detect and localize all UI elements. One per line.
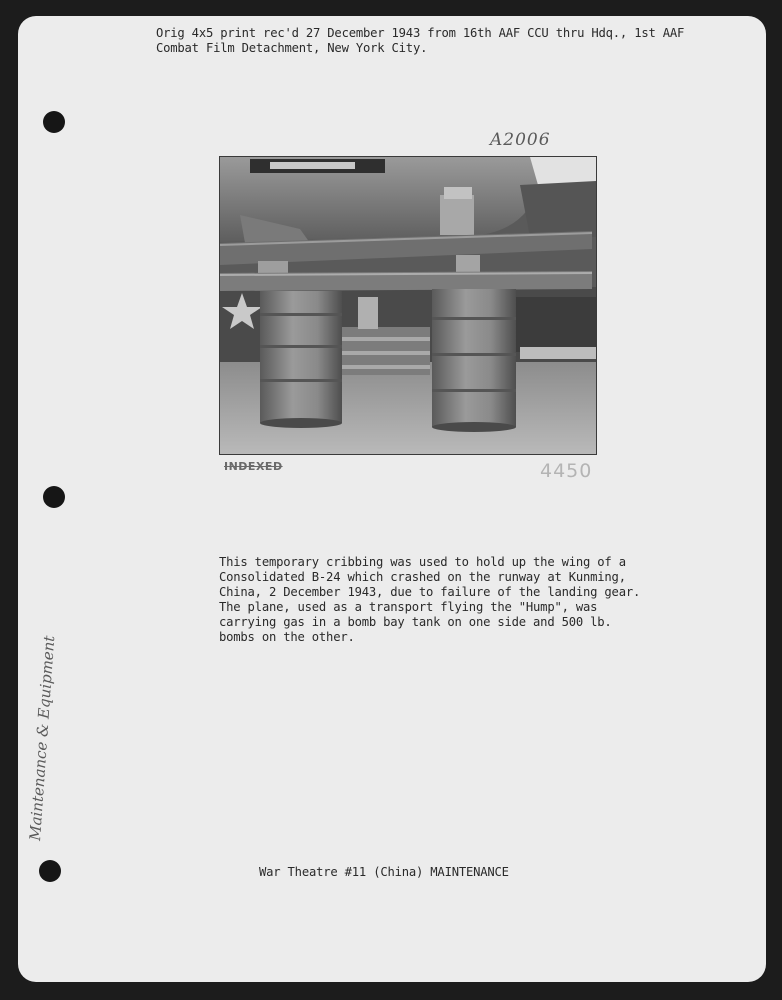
punch-hole-top (43, 111, 65, 133)
wing-cribbing-photo (219, 156, 597, 455)
right-drum (432, 289, 516, 432)
category-footer: War Theatre #11 (China) MAINTENANCE (259, 865, 509, 879)
caption-line-6: bombs on the other. (219, 630, 355, 644)
caption-line-4: The plane, used as a transport flying the "Hump", was (219, 600, 598, 614)
header-line-2: Combat Film Detachment, New York City. (156, 41, 428, 55)
caption-line-2: Consolidated B-24 which crashed on the runway at Kunming, (219, 570, 626, 584)
caption-line-5: carrying gas in a bomb bay tank on one side and 500 lb. (219, 615, 612, 629)
indexed-stamp: INDEXED (224, 460, 283, 473)
punch-hole-middle (43, 486, 65, 508)
header-line-1: Orig 4x5 print rec'd 27 December 1943 from 16th AAF CCU thru Hdq., 1st AAF (156, 26, 685, 40)
caption-line-1: This temporary cribbing was used to hold up the wing of a (219, 555, 626, 569)
photo-illustration (220, 157, 596, 454)
file-number: 4450 (540, 460, 593, 482)
caption-line-3: China, 2 December 1943, due to failure of the landing gear. (219, 585, 641, 599)
punch-hole-bottom (39, 860, 61, 882)
left-drum (260, 291, 342, 428)
margin-note: Maintenance & Equipment (26, 635, 59, 842)
photo-number: A2006 (490, 130, 551, 150)
